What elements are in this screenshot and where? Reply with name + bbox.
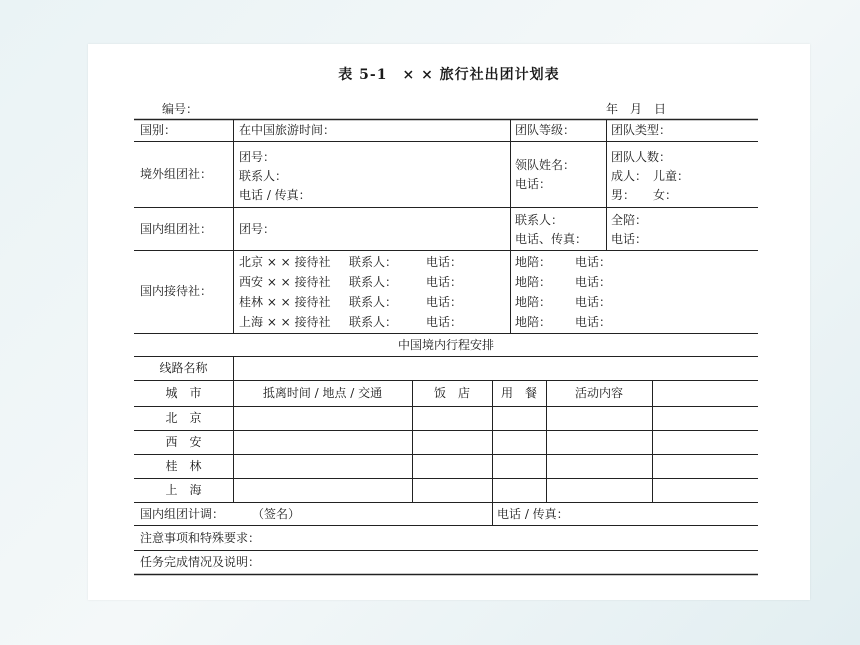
page-title: 表 5-1 × × 旅行社出团计划表 — [338, 67, 560, 83]
group-type-label: 团队类型： — [611, 123, 672, 137]
china-tour-time-label: 在中国旅游时间： — [239, 123, 336, 137]
plan-form — [134, 114, 758, 577]
date-label: 年 月 日 — [606, 102, 667, 116]
completion-label: 任务完成情况及说明： — [140, 555, 261, 569]
national-guide-label: 全陪： — [611, 213, 648, 227]
receiving-agency-contact: 联系人： — [349, 315, 398, 329]
overseas-phone-fax: 电话 / 传真： — [239, 188, 311, 202]
local-guide-phone: 电话： — [575, 295, 612, 309]
itinerary-heading: 中国境内行程安排 — [397, 338, 494, 352]
male-female-label: 男： 女： — [611, 188, 678, 202]
receiving-agency-label: 国内接待社： — [140, 284, 213, 298]
receiving-agency-phone: 电话： — [426, 255, 463, 269]
group-size-label: 团队人数： — [611, 150, 672, 164]
number-label: 编号： — [162, 102, 199, 116]
column-header-hotel: 饭 店 — [433, 386, 470, 400]
notes-label: 注意事项和特殊要求： — [140, 531, 261, 545]
signature-label: （签名） — [252, 507, 301, 521]
city-cell: 上 海 — [165, 483, 202, 497]
local-guide-label: 地陪： — [515, 315, 552, 329]
adults-children-label: 成人： 儿童： — [611, 169, 690, 183]
receiving-agency-phone: 电话： — [426, 295, 463, 309]
receiving-agency-name: 西安 × × 接待社 — [239, 275, 331, 289]
local-guide-phone: 电话： — [575, 255, 612, 269]
column-header-meals: 用 餐 — [500, 386, 537, 400]
receiving-agency-name: 上海 × × 接待社 — [239, 315, 331, 329]
local-guide-label: 地陪： — [515, 255, 552, 269]
domestic-agency-label: 国内组团社： — [140, 222, 213, 236]
overseas-group-number: 团号： — [239, 150, 276, 164]
local-guide-phone: 电话： — [575, 315, 612, 329]
receiving-agency-phone: 电话： — [426, 315, 463, 329]
city-cell: 北 京 — [165, 411, 202, 425]
receiving-agency-name: 北京 × × 接待社 — [239, 255, 331, 269]
domestic-group-number: 团号： — [239, 222, 276, 236]
domestic-phone-fax-label: 电话、传真： — [515, 232, 588, 246]
country-label: 国别： — [140, 123, 177, 137]
column-header-activities: 活动内容 — [574, 386, 623, 400]
footer-phone-fax-label: 电话 / 传真： — [497, 507, 569, 521]
document-page — [88, 44, 810, 600]
overseas-agency-label: 境外组团社： — [140, 167, 213, 181]
coordinator-label: 国内组团计调： — [140, 507, 225, 521]
route-name-label: 线路名称 — [159, 361, 208, 375]
group-level-label: 团队等级： — [515, 123, 576, 137]
receiving-agency-name: 桂林 × × 接待社 — [239, 295, 331, 309]
local-guide-label: 地陪： — [515, 275, 552, 289]
local-guide-phone: 电话： — [575, 275, 612, 289]
city-cell: 桂 林 — [165, 459, 202, 473]
city-cell: 西 安 — [165, 435, 202, 449]
national-guide-phone-label: 电话： — [611, 232, 648, 246]
receiving-agency-phone: 电话： — [426, 275, 463, 289]
domestic-contact-label: 联系人： — [515, 213, 564, 227]
leader-name-label: 领队姓名： — [515, 158, 576, 172]
receiving-agency-contact: 联系人： — [349, 295, 398, 309]
overseas-contact: 联系人： — [239, 169, 288, 183]
receiving-agency-contact: 联系人： — [349, 255, 398, 269]
leader-phone-label: 电话： — [515, 177, 552, 191]
column-header-city: 城 市 — [165, 386, 202, 400]
local-guide-label: 地陪： — [515, 295, 552, 309]
receiving-agency-contact: 联系人： — [349, 275, 398, 289]
column-header-arrival: 抵离时间 / 地点 / 交通 — [262, 386, 383, 400]
